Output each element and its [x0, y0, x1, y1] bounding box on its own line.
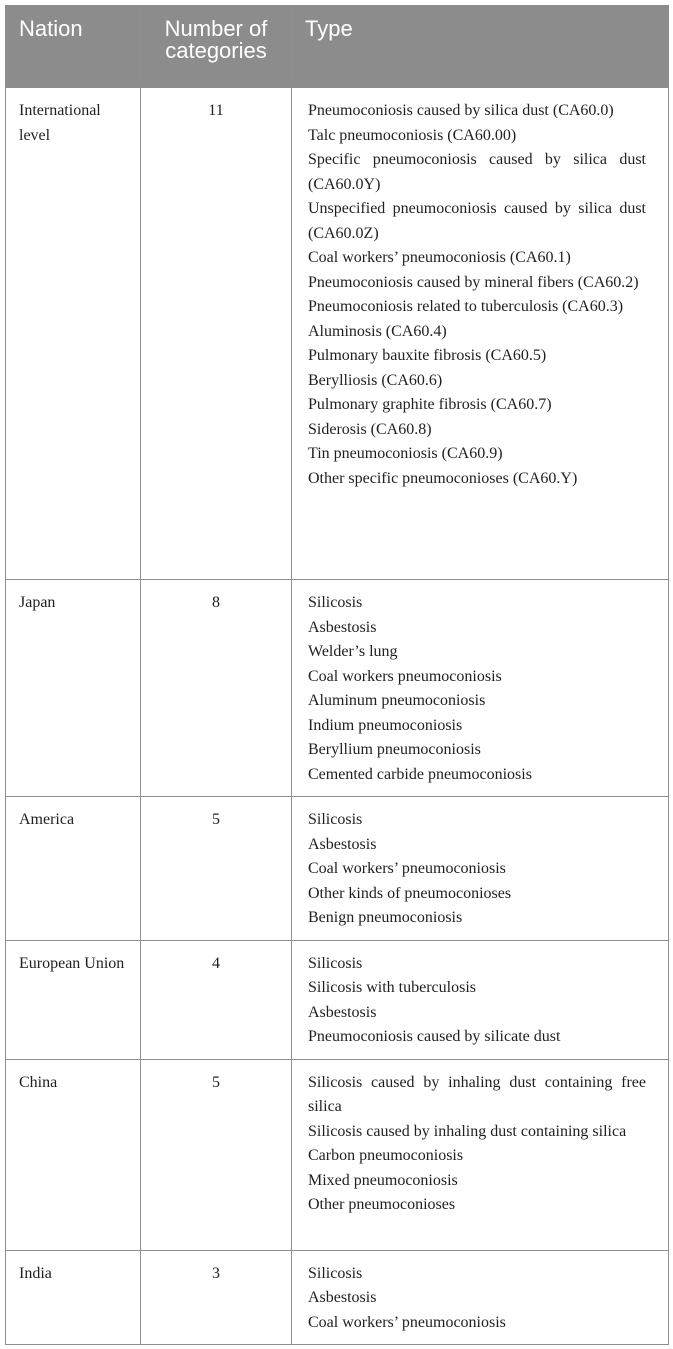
- type-item: Silicosis with tuberculosis: [308, 979, 476, 996]
- nation-cell: International level: [6, 88, 141, 580]
- nation-cell: America: [6, 797, 141, 941]
- type-item: Pneumoconiosis caused by mineral fibers (CA60.2): [308, 273, 639, 291]
- type-cell: [292, 1059, 669, 1250]
- type-item: Siderosis (CA60.8): [308, 420, 432, 438]
- type-item: Asbestosis: [308, 1003, 377, 1021]
- type-item: Unspecified pneumoconiosis caused by silica dust (CA60.0Z): [308, 200, 646, 242]
- nation-cell: European Union: [6, 940, 141, 1059]
- nation-cell: China: [6, 1059, 141, 1250]
- type-item: Coal workers’ pneumoconiosis: [308, 1313, 506, 1331]
- type-cell: [292, 88, 669, 580]
- count-cell: 4: [141, 940, 292, 1059]
- type-cell: [292, 940, 669, 1059]
- type-item: Welder’s lung: [308, 643, 398, 660]
- type-item: Silicosis caused by inhaling dust containing free silica: [308, 1073, 646, 1115]
- type-cell: [292, 580, 669, 797]
- pneumoconiosis-table: [5, 5, 669, 1345]
- type-item: Silicosis: [308, 811, 363, 828]
- type-item: Pneumoconiosis caused by silicate dust: [308, 1028, 561, 1045]
- type-cell: [292, 1250, 669, 1345]
- type-item: Pneumoconiosis related to tuberculosis (CA60.3): [308, 298, 624, 315]
- type-item: Aluminosis (CA60.4): [308, 322, 447, 340]
- count-cell: 8: [141, 580, 292, 797]
- type-item: Coal workers’ pneumoconiosis (CA60.1): [308, 249, 571, 266]
- type-item: Benign pneumoconiosis: [308, 909, 463, 926]
- type-item: Coal workers’ pneumoconiosis: [308, 860, 506, 877]
- count-cell: 11: [141, 88, 292, 580]
- type-item: Pulmonary bauxite fibrosis (CA60.5): [308, 347, 547, 364]
- type-item: Silicosis: [308, 594, 363, 611]
- header-number-of-categories: Number of categories: [141, 6, 292, 88]
- table-row: [6, 88, 669, 580]
- table-row: [6, 940, 669, 1059]
- type-item: Mixed pneumoconiosis: [308, 1171, 458, 1189]
- type-item: Tin pneumoconiosis (CA60.9): [308, 445, 503, 462]
- type-item: Beryllium pneumoconiosis: [308, 741, 481, 758]
- type-cell: [292, 797, 669, 941]
- table-row: [6, 797, 669, 941]
- type-item: Asbestosis: [308, 618, 377, 636]
- nation-cell: India: [6, 1250, 141, 1345]
- table-body: [6, 88, 669, 1345]
- type-item: Berylliosis (CA60.6): [308, 371, 443, 389]
- table-row: [6, 1250, 669, 1345]
- type-item: Aluminum pneumoconiosis: [308, 692, 486, 709]
- type-item: Talc pneumoconiosis (CA60.00): [308, 126, 517, 144]
- type-item: Silicosis: [308, 1264, 363, 1282]
- count-cell: 3: [141, 1250, 292, 1345]
- header-nation: Nation: [6, 6, 141, 88]
- type-item: Other pneumoconioses: [308, 1196, 456, 1213]
- type-item: Cemented carbide pneumoconiosis: [308, 765, 532, 783]
- type-item: Asbestosis: [308, 1289, 377, 1306]
- table-row: [6, 1059, 669, 1250]
- type-item: Coal workers pneumoconiosis: [308, 667, 502, 685]
- type-item: Pulmonary graphite fibrosis (CA60.7): [308, 396, 552, 413]
- header-row: [6, 6, 669, 88]
- count-cell: 5: [141, 1059, 292, 1250]
- table-header: [6, 6, 669, 88]
- nation-cell: Japan: [6, 580, 141, 797]
- type-item: Indium pneumoconiosis: [308, 716, 463, 734]
- table-row: [6, 580, 669, 797]
- count-cell: 5: [141, 797, 292, 941]
- type-item: Carbon pneumoconiosis: [308, 1147, 464, 1164]
- header-type: Type: [292, 6, 669, 88]
- type-item: Pneumoconiosis caused by silica dust (CA60.0): [308, 102, 614, 119]
- type-item: Other kinds of pneumoconioses: [308, 884, 512, 902]
- type-item: Other specific pneumoconioses (CA60.Y): [308, 469, 578, 487]
- type-item: Specific pneumoconiosis caused by silica dust (CA60.0Y): [308, 151, 646, 193]
- type-item: Silicosis caused by inhaling dust containing silica: [308, 1122, 627, 1140]
- type-item: Silicosis: [308, 954, 363, 972]
- type-item: Asbestosis: [308, 835, 377, 853]
